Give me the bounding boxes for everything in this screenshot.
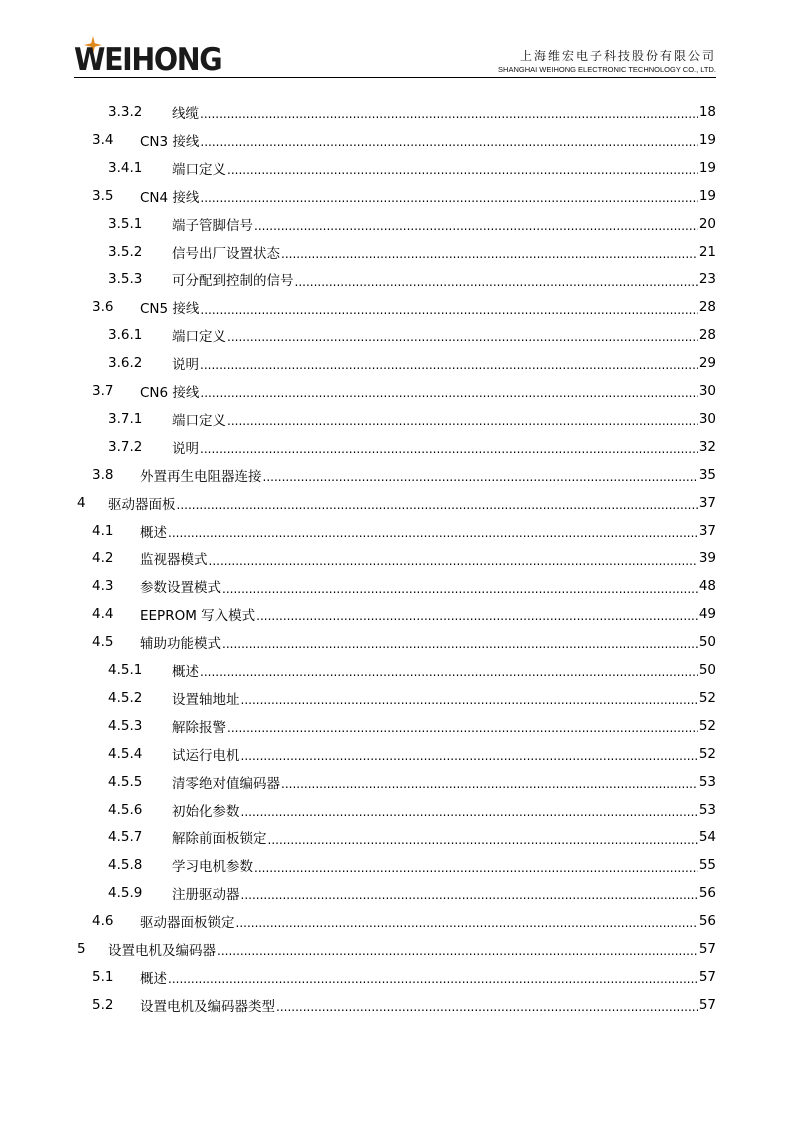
toc-entry-title: 概述 — [140, 524, 167, 541]
toc-entry-title: 端口定义 — [172, 329, 226, 346]
toc-entry-title: 设置电机及编码器类型 — [140, 998, 275, 1015]
toc-entry-line — [172, 688, 716, 708]
toc-entry-line — [140, 911, 716, 931]
toc-entry-page: 19 — [698, 159, 716, 176]
toc-entry-title: 参数设置模式 — [140, 580, 221, 597]
toc-dot-leader — [217, 943, 698, 957]
toc-entry-title: 学习电机参数 — [172, 859, 253, 876]
toc-dot-leader — [209, 553, 698, 567]
toc-dot-leader — [200, 302, 697, 316]
toc-dot-leader — [254, 218, 698, 232]
toc-dot-leader — [200, 190, 697, 204]
toc-entry-page: 56 — [698, 885, 716, 902]
toc-entry-line — [172, 660, 716, 680]
toc-entry-number: 3.5.2 — [108, 243, 143, 260]
toc-entry-number: 4.1 — [92, 522, 114, 539]
toc-entry-line — [172, 744, 716, 764]
toc-dot-leader — [268, 832, 698, 846]
toc-entry-title: 解除报警 — [172, 719, 226, 736]
toc-entry-page: 19 — [698, 187, 716, 204]
toc-entry-number: 5.2 — [92, 996, 114, 1013]
toc-entry-line — [140, 995, 716, 1015]
toc-entry[interactable] — [0, 656, 793, 684]
toc-entry-page: 53 — [698, 773, 716, 790]
toc-entry-number: 4.2 — [92, 550, 114, 567]
toc-entry[interactable] — [0, 768, 793, 796]
toc-dot-leader — [200, 441, 698, 455]
toc-entry-title: CN3 接线 — [140, 133, 200, 150]
toc-entry[interactable] — [0, 684, 793, 712]
toc-entry-line — [172, 102, 716, 122]
toc-entry[interactable] — [0, 377, 793, 405]
toc-entry-title: EEPROM 写入模式 — [140, 608, 256, 625]
toc-entry-line — [172, 855, 716, 875]
toc-entry[interactable] — [0, 517, 793, 545]
toc-entry-page: 37 — [698, 522, 716, 539]
toc-entry-line — [140, 381, 716, 401]
toc-entry-line — [108, 939, 716, 959]
toc-entry-title: 设置轴地址 — [172, 691, 240, 708]
toc-entry[interactable] — [0, 712, 793, 740]
toc-entry-line — [140, 465, 716, 485]
toc-entry-number: 4.5.1 — [108, 662, 143, 678]
toc-dot-leader — [281, 246, 698, 260]
toc-entry-page: 49 — [698, 606, 716, 623]
toc-entry-title: CN5 接线 — [140, 301, 200, 318]
toc-entry[interactable] — [0, 238, 793, 266]
toc-entry-number: 4.5.3 — [108, 717, 143, 734]
toc-entry-number: 3.8 — [92, 466, 114, 483]
toc-entry-number: 3.4.1 — [108, 159, 143, 176]
toc-entry[interactable] — [0, 544, 793, 572]
toc-dot-leader — [200, 134, 697, 148]
toc-entry-line — [140, 297, 716, 317]
toc-entry-title: 可分配到控制的信号 — [172, 273, 294, 290]
toc-entry-title: 说明 — [172, 440, 199, 457]
toc-entry-line — [140, 130, 716, 150]
toc-entry-page: 32 — [698, 438, 716, 455]
toc-entry[interactable] — [0, 963, 793, 991]
toc-dot-leader — [236, 915, 698, 929]
toc-entry-page: 23 — [698, 271, 716, 288]
toc-dot-leader — [256, 608, 698, 622]
toc-dot-leader — [168, 971, 698, 985]
toc-entry-line — [140, 967, 716, 987]
toc-dot-leader — [241, 804, 698, 818]
toc-entry-page: 19 — [698, 131, 716, 148]
toc-entry[interactable] — [0, 126, 793, 154]
toc-entry-title: 说明 — [172, 357, 199, 374]
toc-entry-title: 端子管脚信号 — [172, 217, 253, 234]
toc-entry-page: 50 — [698, 662, 716, 678]
toc-entry[interactable] — [0, 461, 793, 489]
toc-entry[interactable] — [0, 851, 793, 879]
company-name-cn: 上海维宏电子科技股份有限公司 — [519, 49, 716, 63]
toc-entry-number: 3.5.1 — [108, 215, 143, 232]
toc-entry-title: 信号出厂设置状态 — [172, 245, 280, 262]
toc-entry-title: CN4 接线 — [140, 189, 200, 206]
toc-entry[interactable] — [0, 796, 793, 824]
toc-dot-leader — [200, 357, 698, 371]
toc-entry-title: 初始化参数 — [172, 803, 240, 820]
toc-entry-page: 56 — [698, 913, 716, 930]
toc-entry-number: 3.7.1 — [108, 410, 143, 427]
toc-dot-leader — [168, 525, 698, 539]
toc-dot-leader — [227, 329, 698, 343]
toc-entry-line — [172, 325, 716, 345]
toc-entry-page: 20 — [698, 215, 716, 232]
toc-entry-title: 设置电机及编码器 — [108, 943, 216, 959]
toc-entry-line — [172, 772, 716, 792]
toc-entry-number: 4.5.4 — [108, 745, 143, 762]
toc-entry[interactable] — [0, 293, 793, 321]
toc-entry-page: 18 — [698, 104, 716, 120]
toc-entry-number: 4.5.8 — [108, 857, 143, 874]
toc-entry-number: 4.5.7 — [108, 829, 143, 846]
toc-entry-number: 3.6 — [92, 299, 114, 316]
toc-entry[interactable] — [0, 489, 793, 517]
toc-entry-number: 4.4 — [92, 606, 114, 623]
toc-entry-title: 端口定义 — [172, 412, 226, 429]
logo-text: WEIHONG — [74, 42, 222, 78]
toc-dot-leader — [227, 162, 698, 176]
toc-entry-line — [172, 353, 716, 373]
toc-entry[interactable] — [0, 572, 793, 600]
toc-dot-leader — [281, 776, 698, 790]
toc-entry-number: 4.5.9 — [108, 885, 143, 902]
toc-entry-number: 4.3 — [92, 578, 114, 595]
toc-entry[interactable] — [0, 98, 793, 126]
header-divider — [74, 77, 716, 78]
toc-entry-line — [140, 186, 716, 206]
toc-dot-leader — [263, 469, 698, 483]
toc-entry[interactable] — [0, 349, 793, 377]
toc-entry-title: 驱动器面板锁定 — [140, 915, 235, 932]
toc-dot-leader — [200, 664, 698, 678]
page-header — [0, 0, 793, 82]
toc-entry-number: 3.7.2 — [108, 438, 143, 455]
toc-entry-number: 3.5 — [92, 187, 114, 204]
toc-entry-line — [140, 632, 716, 652]
toc-entry[interactable] — [0, 628, 793, 656]
toc-dot-leader — [276, 999, 698, 1013]
toc-entry-title: 监视器模式 — [140, 552, 208, 569]
toc-entry-line — [140, 521, 716, 541]
toc-entry-number: 3.6.1 — [108, 327, 143, 344]
toc-entry[interactable] — [0, 265, 793, 293]
toc-dot-leader — [254, 860, 698, 874]
toc-entry[interactable] — [0, 321, 793, 349]
toc-entry-page: 39 — [698, 550, 716, 567]
toc-entry-title: 注册驱动器 — [172, 887, 240, 904]
toc-dot-leader — [200, 385, 697, 399]
toc-entry-page: 53 — [698, 801, 716, 818]
toc-entry-number: 5 — [77, 941, 86, 957]
toc-entry-title: 清零绝对值编码器 — [172, 775, 280, 792]
toc-entry-page: 48 — [698, 578, 716, 595]
toc-entry-number: 3.5.3 — [108, 271, 143, 288]
toc-entry-title: 概述 — [140, 970, 167, 987]
toc-dot-leader — [227, 413, 698, 427]
toc-entry-number: 3.4 — [92, 131, 114, 148]
toc-entry-number: 4.5.5 — [108, 773, 143, 790]
toc-entry-title: 端口定义 — [172, 161, 226, 178]
toc-entry-page: 29 — [698, 355, 716, 372]
toc-entry-page: 57 — [698, 996, 716, 1013]
toc-entry-page: 21 — [698, 243, 716, 260]
toc-entry-line — [108, 493, 716, 513]
toc-entry-page: 52 — [698, 745, 716, 762]
toc-entry-number: 4.6 — [92, 913, 114, 930]
toc-entry-title: 外置再生电阻器连接 — [140, 468, 262, 485]
toc-entry-line — [140, 604, 716, 624]
toc-entry-line — [172, 242, 716, 262]
toc-entry-title: 驱动器面板 — [108, 496, 176, 513]
toc-entry-number: 3.3.2 — [108, 104, 143, 120]
toc-entry-line — [172, 883, 716, 903]
toc-entry-line — [172, 716, 716, 736]
toc-entry-line — [172, 409, 716, 429]
toc-entry-line — [172, 269, 716, 289]
toc-entry-line — [140, 548, 716, 568]
toc-entry[interactable] — [0, 991, 793, 1019]
toc-entry[interactable] — [0, 405, 793, 433]
toc-entry[interactable] — [0, 182, 793, 210]
toc-entry-page: 30 — [698, 410, 716, 427]
toc-entry-title: 概述 — [172, 664, 199, 680]
toc-entry[interactable] — [0, 600, 793, 628]
toc-entry-number: 4.5.6 — [108, 801, 143, 818]
toc-entry-page: 57 — [698, 968, 716, 985]
toc-dot-leader — [227, 720, 698, 734]
toc-entry[interactable] — [0, 879, 793, 907]
toc-entry-title: CN6 接线 — [140, 385, 200, 401]
toc-entry-page: 55 — [698, 857, 716, 874]
toc-dot-leader — [177, 497, 698, 511]
toc-entry-page: 30 — [698, 383, 716, 399]
toc-entry-line — [172, 800, 716, 820]
toc-entry-line — [172, 214, 716, 234]
toc-entry-number: 5.1 — [92, 968, 114, 985]
toc-dot-leader — [222, 636, 698, 650]
toc-entry-page: 54 — [698, 829, 716, 846]
toc-entry-title: 解除前面板锁定 — [172, 831, 267, 848]
company-name-en: SHANGHAI WEIHONG ELECTRONIC TECHNOLOGY CO., LTD. — [498, 65, 716, 74]
toc-entry-line — [172, 158, 716, 178]
toc-entry-title: 试运行电机 — [172, 747, 240, 764]
toc-dot-leader — [222, 581, 698, 595]
toc-dot-leader — [241, 748, 698, 762]
weihong-logo — [74, 42, 234, 78]
toc-entry-title: 辅助功能模式 — [140, 636, 221, 653]
toc-entry[interactable] — [0, 740, 793, 768]
toc-entry-line — [140, 576, 716, 596]
toc-entry-line — [172, 437, 716, 457]
toc-entry[interactable] — [0, 823, 793, 851]
toc-entry-page: 52 — [698, 717, 716, 734]
toc-entry-number: 3.6.2 — [108, 355, 143, 372]
toc-entry-title: 线缆 — [172, 106, 199, 122]
toc-entry-number: 4.5.2 — [108, 689, 143, 706]
toc-dot-leader — [200, 106, 698, 120]
toc-entry-page: 28 — [698, 299, 716, 316]
toc-entry-page: 37 — [698, 494, 716, 511]
toc-entry[interactable] — [0, 154, 793, 182]
toc-dot-leader — [241, 692, 698, 706]
toc-entry-number: 4 — [77, 494, 86, 511]
toc-entry[interactable] — [0, 935, 793, 963]
toc-dot-leader — [295, 274, 698, 288]
toc-entry[interactable] — [0, 210, 793, 238]
toc-entry-page: 35 — [698, 466, 716, 483]
toc-entry[interactable] — [0, 433, 793, 461]
toc-entry-page: 57 — [698, 941, 716, 957]
toc-entry-line — [172, 827, 716, 847]
toc-dot-leader — [241, 887, 698, 901]
toc-entry[interactable] — [0, 907, 793, 935]
toc-entry-page: 28 — [698, 327, 716, 344]
toc-entry-page: 52 — [698, 689, 716, 706]
toc-entry-number: 3.7 — [92, 383, 114, 399]
toc-entry-page: 50 — [698, 634, 716, 651]
toc-entry-number: 4.5 — [92, 634, 114, 651]
